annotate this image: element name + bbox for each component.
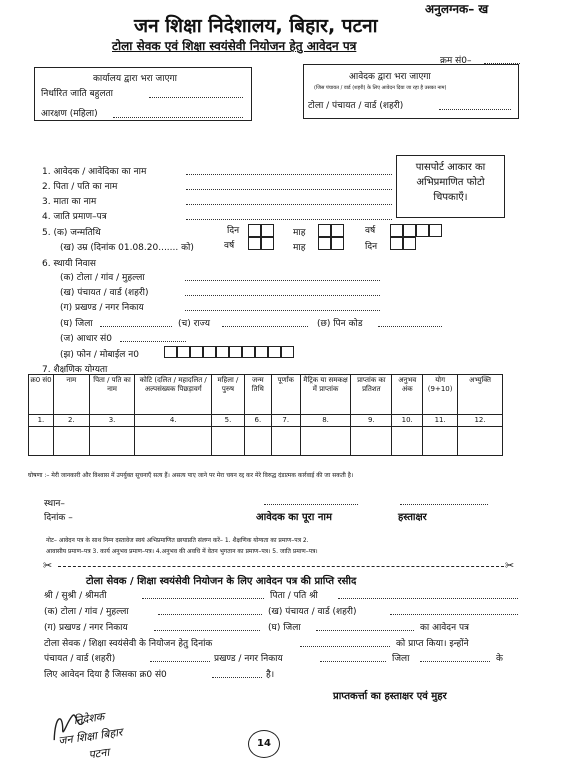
- table-number-cell: 6.: [244, 415, 271, 427]
- pincode-input[interactable]: [378, 326, 442, 327]
- table-header-cell: महिला / पुरुष: [212, 375, 245, 415]
- phone-digit-box[interactable]: [229, 346, 242, 358]
- table-entry-cell[interactable]: [300, 427, 351, 456]
- table-number-cell: 5.: [212, 415, 245, 427]
- receipt-district-label: (घ) जिला: [268, 623, 301, 633]
- receiver-signature-label: प्राप्तकर्त्ता का हस्ताक्षर एवं मुहर: [333, 691, 447, 702]
- name-line[interactable]: [264, 504, 358, 505]
- phone-digit-box[interactable]: [203, 346, 216, 358]
- receipt-block-label: (ग) प्रखण्ड / नगर निकाय: [44, 623, 128, 633]
- table-header-cell: अभ्युक्ति: [458, 375, 503, 415]
- receipt-serial-input[interactable]: [212, 677, 262, 678]
- field-age: (ख) उम्र (दिनांक 01.08.20....... को): [60, 243, 194, 253]
- cut-line: [58, 566, 504, 567]
- phone-digit-box[interactable]: [190, 346, 203, 358]
- table-number-cell: 12.: [458, 415, 503, 427]
- applicant-name-input[interactable]: [186, 174, 392, 175]
- father-name-input[interactable]: [186, 189, 392, 190]
- table-entry-cell[interactable]: [89, 427, 135, 456]
- mother-name-input[interactable]: [186, 204, 392, 205]
- declaration-text: घोषणा :– मेरी जानकारी और विश्वास में उपर्युक्त सूचनाएँ सत्य हैं। असत्य पाए जाने पर मेरा चयन रद्द कर मेरे विरुद्ध दंडात्मक कार्रवाई की जा सकती है।: [28, 472, 354, 479]
- receipt-serial-label: लिए आवेदन दिया है जिसका क्र0 सं0: [44, 670, 167, 680]
- table-entry-cell[interactable]: [392, 427, 423, 456]
- scissors-icon: ✂: [505, 559, 515, 572]
- age-day-box[interactable]: [403, 237, 416, 250]
- place-label: स्थान–: [44, 499, 65, 509]
- office-box-caste: निर्धारित जाति बहुलता: [41, 89, 114, 99]
- serial-label: क्रम सं0–: [440, 56, 472, 66]
- table-header-cell: प्राप्तांक का प्रतिशत: [351, 375, 392, 415]
- receipt-tola-label: (क) टोला / गांव / मुहल्ला: [44, 607, 129, 617]
- table-number-cell: 1.: [29, 415, 54, 427]
- receipt-panchayat2-label: पंचायत / वार्ड (शहरी): [44, 654, 116, 664]
- tola-input[interactable]: [185, 280, 380, 281]
- age-year-label: वर्ष: [224, 241, 235, 251]
- table-entry-cell[interactable]: [29, 427, 54, 456]
- caste-certificate-input[interactable]: [186, 219, 392, 220]
- signature-line[interactable]: [400, 504, 488, 505]
- receipt-tola-input[interactable]: [158, 614, 262, 615]
- table-number-cell: 4.: [135, 415, 212, 427]
- applicant-box-underline: [439, 109, 511, 110]
- table-number-cell: 3.: [89, 415, 135, 427]
- table-header-cell: पूर्णांक: [271, 375, 300, 415]
- table-header-cell: क्र0 सं0: [29, 375, 54, 415]
- page-title: जन शिक्षा निदेशालय, बिहार, पटना: [134, 15, 378, 37]
- receipt-for-label: के: [496, 654, 503, 664]
- field-phone: (झ) फोन / मोबाईल न0: [60, 350, 139, 360]
- applicant-box-note: (जिस पंचायत / वार्ड (शहरी) के लिए आवेदन दिया जा रहा है उसका नाम): [314, 85, 447, 91]
- stamp-line-2: जन शिक्षा बिहार: [57, 725, 124, 748]
- age-year-box[interactable]: [248, 237, 261, 250]
- table-header-cell: कोटि (दलित / महादलित / अल्पसंख्यक पिछड़ावर्ग: [135, 375, 212, 415]
- table-header-cell: पिता / पति का नाम: [89, 375, 135, 415]
- phone-digit-box[interactable]: [216, 346, 229, 358]
- receipt-father-input[interactable]: [338, 598, 518, 599]
- district-input[interactable]: [100, 326, 172, 327]
- state-input[interactable]: [222, 326, 308, 327]
- table-entry-cell[interactable]: [271, 427, 300, 456]
- date-label: दिनांक –: [44, 513, 73, 523]
- phone-digit-box[interactable]: [281, 346, 294, 358]
- table-entry-cell[interactable]: [244, 427, 271, 456]
- receipt-block2-input[interactable]: [320, 661, 386, 662]
- dob-day-box[interactable]: [248, 224, 261, 237]
- age-day-box[interactable]: [390, 237, 403, 250]
- receipt-date-label: टोला सेवक / शिक्षा स्वयंसेवी के नियोजन हेतु दिनांक: [44, 639, 213, 649]
- field-pincode: (छ) पिन कोड: [317, 319, 363, 329]
- note-line-1: नोट– आवेदन पत्र के साथ निम्न दस्तावेज स्वयं अभिप्रमाणित छायाप्रति संलग्न करें– 1. शैक्षणिक योग्यता का प्रमाण–पत्र 2.: [46, 537, 309, 544]
- field-caste-certificate: 4. जाति प्रमाण–पत्र: [42, 212, 107, 222]
- table-number-cell: 10.: [392, 415, 423, 427]
- receipt-title: टोला सेवक / शिक्षा स्वयंसेवी नियोजन के लिए आवेदन पत्र की प्राप्ति रसीद: [86, 576, 357, 587]
- block-input[interactable]: [185, 310, 380, 311]
- table-entry-cell[interactable]: [212, 427, 245, 456]
- official-stamp: [46, 698, 163, 772]
- field-tola: (क) टोला / गांव / मुहल्ला: [60, 273, 145, 283]
- receipt-end-label: है।: [266, 670, 275, 680]
- receipt-name-label: श्री / सुश्री / श्रीमती: [44, 591, 107, 601]
- education-table: [28, 374, 503, 456]
- aadhaar-input[interactable]: [120, 341, 186, 342]
- page-subtitle: टोला सेवक एवं शिक्षा स्वयंसेवी नियोजन हेतु आवेदन पत्र: [112, 39, 357, 53]
- receipt-district2-label: जिला: [392, 654, 410, 664]
- phone-digit-box[interactable]: [268, 346, 281, 358]
- dob-year-box[interactable]: [416, 224, 429, 237]
- field-applicant-name: 1. आवेदक / आवेदिका का नाम: [42, 167, 147, 177]
- office-reservation-line: [113, 117, 243, 118]
- field-panchayat: (ख) पंचायत / वार्ड (शहरी): [60, 288, 149, 298]
- age-month-box[interactable]: [331, 237, 344, 250]
- receipt-date-input[interactable]: [300, 646, 390, 647]
- phone-digit-box[interactable]: [164, 346, 177, 358]
- dob-year-box[interactable]: [390, 224, 403, 237]
- office-box-reservation: आरक्षण (महिला): [41, 109, 98, 119]
- table-entry-cell[interactable]: [458, 427, 503, 456]
- receipt-application-label: का आवेदन पत्र: [420, 623, 470, 633]
- applicant-box-heading: आवेदक द्वारा भरा जाएगा: [349, 72, 431, 82]
- dob-month-box[interactable]: [331, 224, 344, 237]
- receipt-district-input[interactable]: [316, 630, 414, 631]
- applicant-box-line: टोला / पंचायत / वार्ड (शहरी): [308, 101, 404, 111]
- page-number: 14: [248, 730, 280, 758]
- receipt-block2-label: प्रखण्ड / नगर निकाय: [214, 654, 283, 664]
- dob-year-box[interactable]: [429, 224, 442, 237]
- full-name-label: आवेदक का पूरा नाम: [256, 512, 332, 523]
- receipt-panchayat2-input[interactable]: [150, 661, 210, 662]
- receipt-received-label: को प्राप्त किया। इन्होंने: [396, 639, 469, 649]
- table-number-row: [29, 415, 503, 427]
- photo-box[interactable]: [396, 155, 505, 218]
- stamp-line-1: निदेशक: [72, 710, 106, 728]
- field-district: (घ) जिला: [60, 319, 93, 329]
- table-header-cell: अनुभव अंक: [392, 375, 423, 415]
- office-box-heading: कार्यालय द्वारा भरा जाएगा: [93, 74, 177, 84]
- table-header-cell: नाम: [53, 375, 89, 415]
- age-month-label: माह: [293, 243, 306, 253]
- dob-day-box[interactable]: [261, 224, 274, 237]
- applicant-use-box: [303, 64, 519, 119]
- photo-box-text: पासपोर्ट आकार का अभिप्रमाणित फोटो चिपकाएँ।: [415, 162, 486, 203]
- receipt-block-input[interactable]: [154, 630, 260, 631]
- office-use-box: [34, 67, 252, 121]
- table-number-cell: 7.: [271, 415, 300, 427]
- field-dob: 5. (क) जन्मतिथि: [42, 228, 101, 238]
- dob-day-label: दिन: [227, 226, 240, 236]
- annexure-label: अनुलग्नक– ख: [425, 2, 489, 16]
- dob-month-label: माह: [293, 228, 306, 238]
- table-header-cell: मैट्रिक या समकक्ष में प्राप्तांक: [300, 375, 351, 415]
- signature-label: हस्ताक्षर: [398, 512, 427, 523]
- age-day-label: दिन: [365, 242, 378, 252]
- stamp-line-3: पटना: [87, 745, 111, 762]
- table-header-cell: योग (9+10): [423, 375, 458, 415]
- table-entry-cell[interactable]: [423, 427, 458, 456]
- dob-month-box[interactable]: [318, 224, 331, 237]
- field-mother-name: 3. माता का नाम: [42, 197, 97, 207]
- age-year-box[interactable]: [261, 237, 274, 250]
- office-caste-line: [149, 97, 243, 98]
- table-header-row: [29, 375, 503, 415]
- table-number-cell: 8.: [300, 415, 351, 427]
- table-entry-cell[interactable]: [351, 427, 392, 456]
- field-block: (ग) प्रखण्ड / नगर निकाय: [60, 303, 144, 313]
- receipt-father-label: पिता / पति श्री: [270, 591, 318, 601]
- table-entry-row[interactable]: [29, 427, 503, 456]
- receipt-panchayat-input[interactable]: [390, 614, 518, 615]
- field-father-name: 2. पिता / पति का नाम: [42, 182, 118, 192]
- field-education: 7. शैक्षणिक योग्यता: [42, 365, 108, 375]
- panchayat-input[interactable]: [185, 295, 380, 296]
- table-entry-cell[interactable]: [135, 427, 212, 456]
- table-number-cell: 2.: [53, 415, 89, 427]
- table-entry-cell[interactable]: [53, 427, 89, 456]
- dob-year-label: वर्ष: [365, 226, 376, 236]
- table-number-cell: 9.: [351, 415, 392, 427]
- age-month-box[interactable]: [318, 237, 331, 250]
- field-state: (च) राज्य: [178, 319, 210, 329]
- scissors-icon: ✂: [43, 559, 53, 572]
- table-header-cell: जन्म तिथि: [244, 375, 271, 415]
- phone-digit-box[interactable]: [177, 346, 190, 358]
- receipt-panchayat-label: (ख) पंचायत / वार्ड (शहरी): [268, 607, 357, 617]
- note-line-2: आवासीय प्रमाण–पत्र 3. कार्य अनुभव प्रमाण–पत्र। 4.अनुभव की अवधि में वेतन भुगतान का प्रमाण–पत्र। 5. जाति प्रमाण–पत्र।: [46, 548, 318, 555]
- dob-year-box[interactable]: [403, 224, 416, 237]
- receipt-district2-input[interactable]: [420, 661, 490, 662]
- field-permanent-address: 6. स्थायी निवास: [42, 259, 97, 269]
- phone-digit-box[interactable]: [242, 346, 255, 358]
- table-number-cell: 11.: [423, 415, 458, 427]
- phone-digit-box[interactable]: [255, 346, 268, 358]
- field-aadhaar: (ज) आधार सं0: [60, 334, 112, 344]
- receipt-name-input[interactable]: [142, 598, 264, 599]
